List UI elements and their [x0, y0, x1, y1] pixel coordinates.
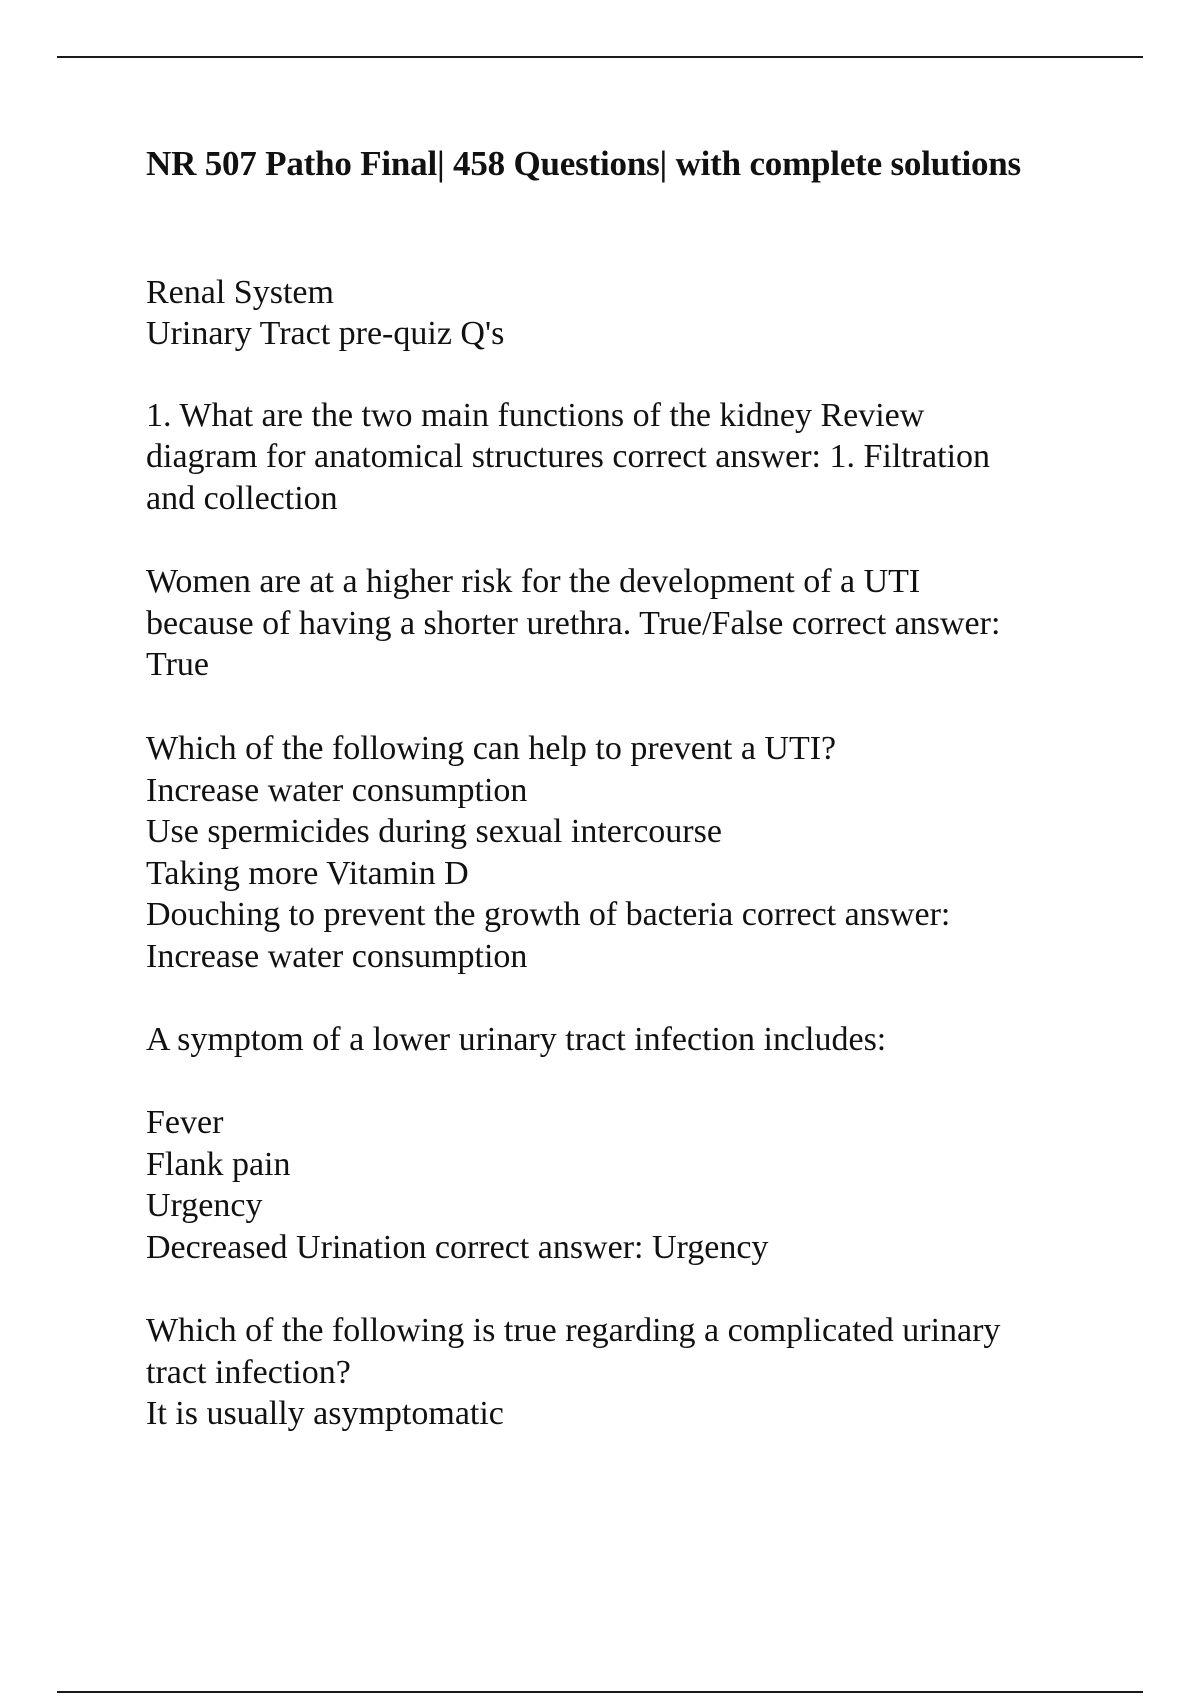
q2-line-1: Women are at a higher risk for the development of a UTI: [146, 563, 921, 600]
document-title: NR 507 Patho Final| 458 Questions| with complete solutions: [146, 144, 1021, 183]
q3-option-2: Use spermicides during sexual intercourse: [146, 813, 722, 850]
q3-option-4: Douching to prevent the growth of bacteria correct answer:: [146, 896, 951, 933]
section-heading: Renal System: [146, 274, 334, 311]
q1-line-1: 1. What are the two main functions of the kidney Review: [146, 397, 925, 434]
bottom-rule: [57, 1691, 1143, 1693]
q4-option-3: Urgency: [146, 1187, 263, 1224]
top-rule: [57, 56, 1143, 58]
q3-question: Which of the following can help to prevent a UTI?: [146, 730, 837, 767]
q4-option-4: Decreased Urination correct answer: Urgency: [146, 1229, 769, 1266]
q4-option-1: Fever: [146, 1104, 224, 1141]
q1-line-2: diagram for anatomical structures correct answer: 1. Filtration: [146, 438, 991, 475]
q1-line-3: and collection: [146, 480, 338, 517]
q4-option-2: Flank pain: [146, 1146, 291, 1183]
q2-line-3: True: [146, 646, 209, 683]
subsection-heading: Urinary Tract pre-quiz Q's: [146, 315, 505, 352]
q3-option-1: Increase water consumption: [146, 772, 528, 809]
q4-question: A symptom of a lower urinary tract infection includes:: [146, 1021, 887, 1058]
q5-line-1: Which of the following is true regarding a complicated urinary: [146, 1312, 1001, 1349]
q2-line-2: because of having a shorter urethra. True/False correct answer:: [146, 605, 1001, 642]
q5-option-1: It is usually asymptomatic: [146, 1395, 504, 1432]
q3-option-3: Taking more Vitamin D: [146, 855, 469, 892]
q3-answer: Increase water consumption: [146, 938, 528, 975]
q5-line-2: tract infection?: [146, 1354, 351, 1391]
